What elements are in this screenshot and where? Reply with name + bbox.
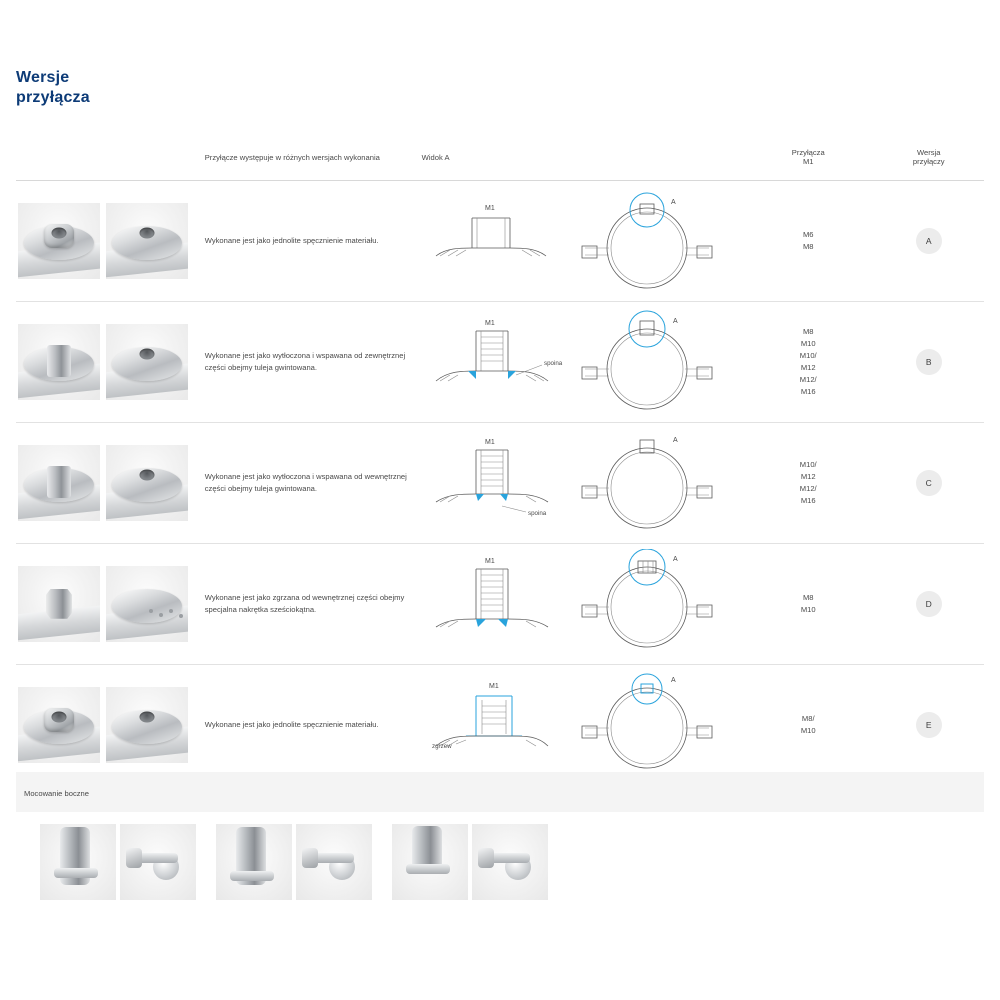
side-mount-photo	[40, 824, 116, 900]
header-version-line-1: Wersja	[917, 148, 941, 157]
drawing-label-m1: M1	[484, 205, 495, 212]
drawing-label-note: zgrzew	[431, 743, 452, 750]
side-mount-photo	[392, 824, 468, 900]
side-mount-band	[16, 772, 984, 812]
side-mount-photo	[120, 824, 196, 900]
row-c-description-cell	[197, 423, 422, 544]
m1-value: M8	[802, 592, 814, 602]
header-m1	[743, 134, 874, 181]
product-photo	[18, 203, 100, 279]
side-mount-photo-group	[40, 824, 548, 900]
table-row	[16, 423, 984, 544]
side-mount-photo	[472, 824, 548, 900]
product-photo	[106, 324, 188, 400]
drawing-label-note: spoina	[527, 510, 546, 517]
m1-value: M10/	[799, 459, 817, 469]
m1-value: M8	[802, 326, 814, 336]
product-photo	[106, 566, 188, 642]
row-e-m1	[743, 665, 874, 786]
row-e-description-cell	[197, 665, 422, 786]
row-d-description-cell	[197, 544, 422, 665]
row-b-version	[874, 302, 985, 423]
version-badge: C	[916, 470, 942, 496]
m1-value: M8	[802, 242, 814, 251]
row-description: Wykonane jest jako wytłoczona i wspawana od zewnętrznej części obejmy tuleja gwintowana.	[204, 351, 406, 372]
versions-table	[16, 134, 984, 786]
row-description: Wykonane jest jako jednolite spęcznienie materiału.	[204, 720, 379, 730]
m1-value: M8/	[801, 713, 815, 723]
header-version	[874, 134, 985, 181]
row-e-photos	[16, 665, 197, 786]
table-row	[16, 302, 984, 423]
side-mount-label: Mocowanie boczne	[24, 789, 90, 798]
product-photo	[106, 203, 188, 279]
row-a-version	[874, 181, 985, 302]
row-b-photos	[16, 302, 197, 423]
m1-value: M10	[800, 726, 816, 735]
version-badge: D	[916, 591, 942, 617]
drawing-label-m1: M1	[488, 683, 499, 690]
drawing-label-a: A	[672, 556, 678, 563]
technical-drawing-side	[422, 549, 742, 659]
m1-value: M12	[800, 471, 816, 481]
product-photo	[18, 566, 100, 642]
row-description: Wykonane jest jako wytłoczona i wspawana od wewnętrznej części obejmy tuleja gwintowana.	[204, 472, 407, 493]
m1-value: M10	[800, 338, 816, 348]
header-version-line-2: przyłączy	[912, 157, 945, 166]
drawing-label-a: A	[672, 318, 678, 325]
row-b-description-cell	[197, 302, 422, 423]
m1-value: M16	[800, 387, 816, 397]
m1-value: M12/	[799, 484, 817, 493]
row-a-m1	[743, 181, 874, 302]
row-b-m1	[743, 302, 874, 423]
row-c-m1	[743, 423, 874, 544]
version-badge: A	[916, 228, 942, 254]
m1-value: M12	[800, 363, 816, 372]
table-row	[16, 181, 984, 302]
product-photo	[18, 687, 100, 763]
m1-value: M12/	[799, 375, 817, 385]
header-view: Widok A	[422, 134, 743, 181]
drawing-label-m1: M1	[484, 320, 495, 327]
rivet-group	[149, 609, 188, 623]
drawing-label-a: A	[672, 437, 678, 444]
row-c-version	[874, 423, 985, 544]
m1-value: M16	[800, 496, 816, 506]
row-description: Wykonane jest jako zgrzana od wewnętrznej części obejmy specjalna nakrętka sześciokątna.	[204, 593, 405, 614]
page-title	[16, 68, 90, 108]
row-d-version	[874, 544, 985, 665]
row-a-photos	[16, 181, 197, 302]
product-photo	[106, 687, 188, 763]
row-c-photos	[16, 423, 197, 544]
side-mount-pair	[40, 824, 196, 900]
technical-drawing-side	[422, 307, 742, 417]
product-photo	[106, 445, 188, 521]
header-photo	[16, 134, 197, 181]
product-photo	[18, 324, 100, 400]
product-photo	[18, 445, 100, 521]
drawing-label-m1: M1	[484, 558, 495, 565]
header-m1-line-2: M1	[802, 157, 814, 166]
row-e-version	[874, 665, 985, 786]
table-row	[16, 665, 984, 786]
row-e-drawing	[422, 665, 743, 786]
row-description: Wykonane jest jako jednolite spęcznienie materiału.	[204, 236, 379, 246]
version-badge: B	[916, 349, 942, 375]
m1-value: M10	[800, 605, 816, 614]
page-title-line-2: przyłącza	[16, 89, 90, 106]
header-description: Przyłącze występuje w różnych wersjach wykonania	[197, 134, 422, 181]
table-row	[16, 544, 984, 665]
header-m1-line-1: Przyłącza	[791, 148, 825, 157]
table-header-row	[16, 134, 984, 181]
side-mount-pair	[216, 824, 372, 900]
side-mount-pair	[392, 824, 548, 900]
technical-drawing-side	[422, 186, 742, 296]
m1-value: M6	[802, 229, 814, 239]
row-d-photos	[16, 544, 197, 665]
row-d-m1	[743, 544, 874, 665]
drawing-label-a: A	[670, 677, 676, 684]
m1-value: M10/	[799, 350, 817, 360]
drawing-label-a: A	[670, 199, 676, 206]
row-a-drawing	[422, 181, 743, 302]
side-mount-photo	[296, 824, 372, 900]
drawing-label-note: spoina	[543, 360, 562, 367]
row-b-drawing	[422, 302, 743, 423]
row-a-description-cell	[197, 181, 422, 302]
drawing-label-m1: M1	[484, 439, 495, 446]
row-d-drawing	[422, 544, 743, 665]
side-mount-photo	[216, 824, 292, 900]
technical-drawing-side	[422, 428, 742, 538]
row-c-drawing	[422, 423, 743, 544]
technical-drawing-side	[422, 670, 742, 780]
version-badge: E	[916, 712, 942, 738]
page-title-line-1: Wersje	[16, 69, 70, 86]
